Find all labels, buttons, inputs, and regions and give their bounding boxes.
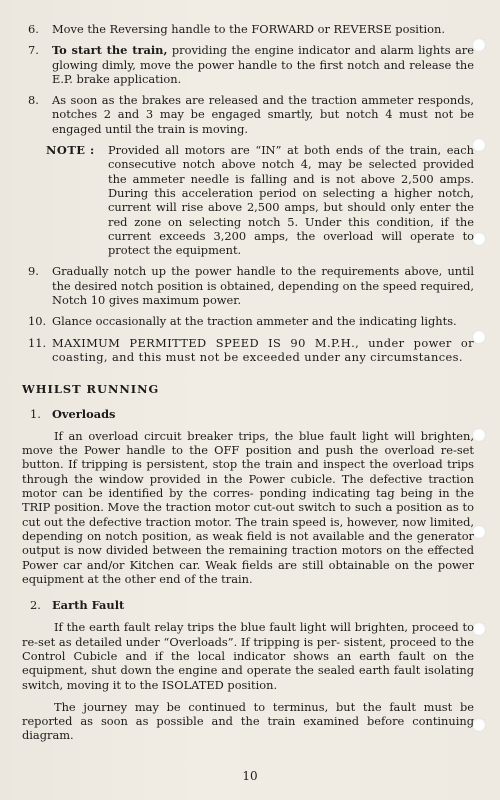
punch-hole xyxy=(472,428,486,442)
earth-fault-paragraph: If the earth fault relay trips the blue fault light will brighten, proceed to re-set as detailed under “Overloads”. If tripping is per- sistent, proceed to the Control Cubicle and if the local indicator shows an earth fault on the equipment, shut down the engine and operate the sealed earth fault isolating switch, moving it to the ISOLATED position. xyxy=(22,620,474,692)
list-item xyxy=(22,43,474,86)
list-item xyxy=(22,22,474,36)
item-number: 7. xyxy=(28,43,39,58)
subsection-heading xyxy=(22,407,474,421)
punch-hole xyxy=(472,38,486,52)
subsection-title: Overloads xyxy=(52,406,116,421)
subsection-number: 1. xyxy=(30,406,41,421)
item-bold-lead: To start the train, xyxy=(52,43,168,58)
punch-hole xyxy=(472,232,486,246)
note-block xyxy=(46,143,474,257)
page-number: 10 xyxy=(242,769,258,783)
punch-hole xyxy=(472,718,486,732)
item-body: providing the engine indicator and alarm lights are glowing dimly, move the power handle to the first notch and release the E.P. brake application. xyxy=(52,43,474,86)
punch-hole xyxy=(472,138,486,152)
punch-hole xyxy=(472,525,486,539)
item-number: 9. xyxy=(28,264,39,279)
item-text: Move the Reversing handle to the FORWARD or REVERSE position. xyxy=(52,22,445,36)
note-label: NOTE : xyxy=(46,143,95,158)
punch-hole xyxy=(472,330,486,344)
overloads-paragraph: If an overload circuit breaker trips, the blue fault light will brighten, move the Power handle to the OFF position and push the overload re-set button. If tripping is persistent, stop the train and inspect the overload trips through the window provided in the Power cubicle. The defective traction motor can be identified by the corres- ponding indicating tag being in the TRIP position. Move the traction motor cut-out switch to such a position as to cut out the defective traction motor. The train speed is, however, now limited, depending on notch position, as weak field is not available and the generator output is now divided between the remaining traction motors on the effected Power car and/or Kitchen car. Weak fields are still obtainable on the power equipment at the other end of the train. xyxy=(22,428,474,586)
list-item xyxy=(22,336,474,365)
item-number: 10. xyxy=(28,314,47,329)
punch-hole xyxy=(472,622,486,636)
earth-fault-paragraph: The journey may be continued to terminus, but the fault must be reported as soon as possible and the train examined before continuing diagram. xyxy=(22,699,474,743)
list-item xyxy=(22,264,474,307)
item-text: Gradually notch up the power handle to the requirements above, until the desired notch position is obtained, depending on the speed required, Notch 10 gives maximum power. xyxy=(52,264,474,308)
item-text: Glance occasionally at the traction ammeter and the indicating lights. xyxy=(52,314,457,329)
subsection-number: 2. xyxy=(30,598,41,613)
list-item xyxy=(22,93,474,136)
item-number: 11. xyxy=(28,335,47,350)
section-heading: WHILST RUNNING xyxy=(22,382,160,397)
subsection-heading xyxy=(22,598,474,612)
item-text: MAXIMUM PERMITTED SPEED IS 90 M.P.H., under power or coasting, and this must not be exceeded under any circumstances. xyxy=(52,335,474,364)
item-number: 6. xyxy=(28,22,39,36)
subsection-title: Earth Fault xyxy=(52,598,125,613)
item-number: 8. xyxy=(28,93,39,108)
item-text: As soon as the brakes are released and the traction ammeter responds, notches 2 and 3 may be engaged smartly, but notch 4 must not be engaged until the train is moving. xyxy=(52,93,474,136)
item-text xyxy=(52,43,474,86)
page-body xyxy=(22,22,474,751)
list-item xyxy=(22,314,474,328)
note-text: Provided all motors are “IN” at both ends of the train, each consecutive notch above notch 4, may be selected provided the ammeter needle is falling and is not above 2,500 amps. During this acceleration period on selecting a higher notch, current will rise above 2,500 amps, but should only enter the red zone on selecting notch 5. Under this condition, if the current exceeds 3,200 amps, the overload will operate to protect the equipment. xyxy=(108,143,474,258)
